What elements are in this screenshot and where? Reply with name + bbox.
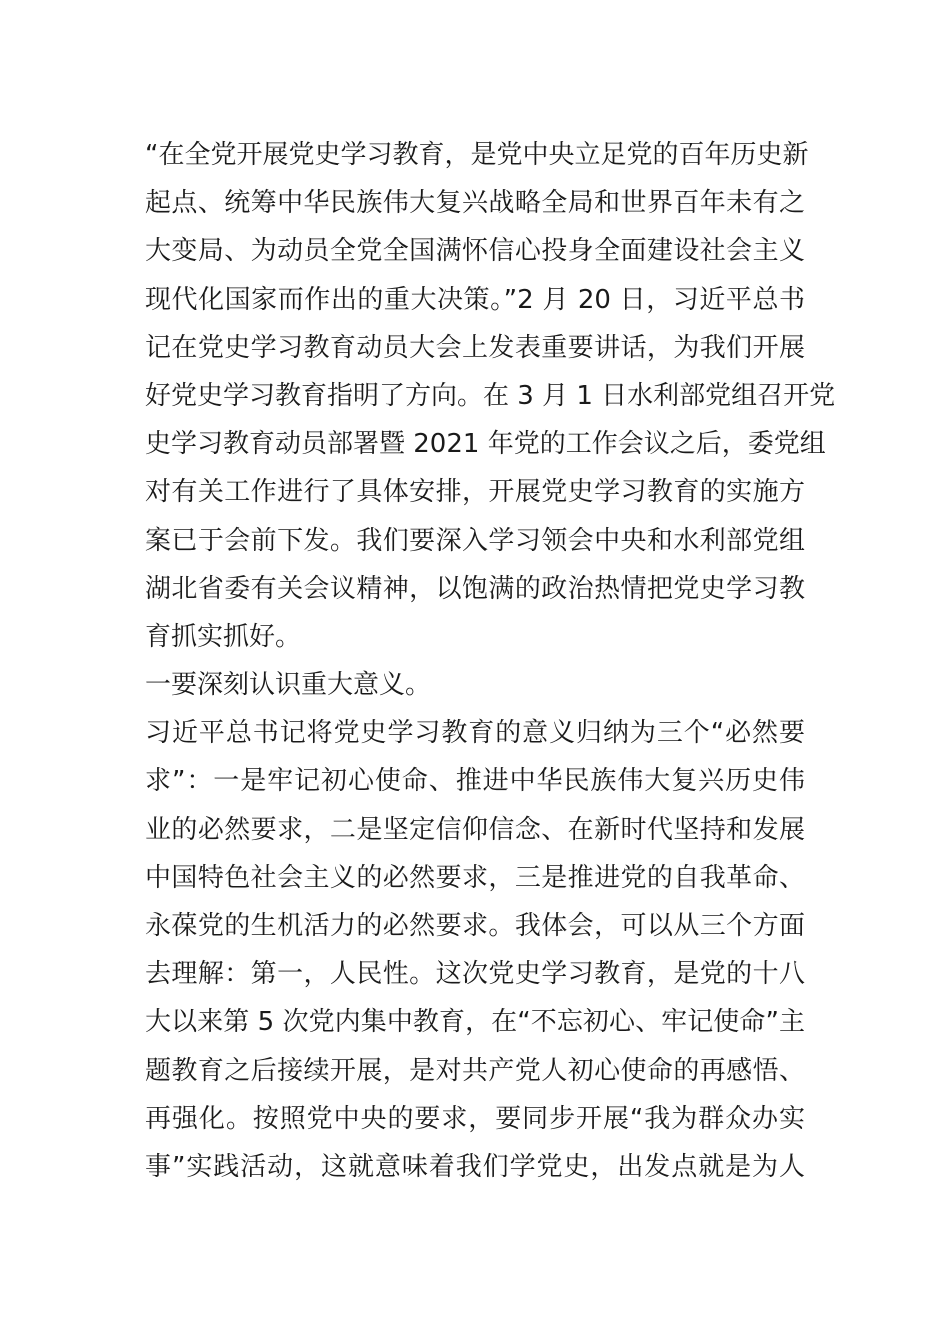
text-line: 湖北省委有关会议精神，以饱满的政治热情把党史学习教 [145, 573, 805, 604]
text-line: “在全党开展党史学习教育，是党中央立足党的百年历史新 [145, 140, 809, 170]
document-body [145, 131, 836, 1191]
text-line: 求”：一是牢记初心使命、推进中华民族伟大复兴历史伟 [145, 766, 805, 797]
text-line: 大变局、为动员全党全国满怀信心投身全面建设社会主义 [145, 236, 805, 267]
text-line: 好党史学习教育指明了方向。在 3 月 1 日水利部党组召开党 [145, 380, 836, 411]
text-line: 育抓实抓好。 [145, 621, 302, 652]
text-line: 永葆党的生机活力的必然要求。我体会，可以从三个方面 [145, 911, 805, 941]
text-line: 现代化国家而作出的重大决策。”2 月 20 日，习近平总书 [145, 284, 805, 315]
text-line: 中国特色社会主义的必然要求，三是推进党的自我革命、 [145, 862, 805, 893]
text-line: 题教育之后接续开展，是对共产党人初心使命的再感悟、 [145, 1055, 805, 1086]
text-line: 大以来第 5 次党内集中教育，在“不忘初心、牢记使命”主 [145, 1007, 805, 1038]
text-line: 案已于会前下发。我们要深入学习领会中央和水利部党组 [145, 525, 805, 556]
text-line: 习近平总书记将党史学习教育的意义归纳为三个“必然要 [145, 718, 805, 749]
text-line: 再强化。按照党中央的要求，要同步开展“我为群众办实 [145, 1103, 805, 1134]
text-line: 史学习教育动员部署暨 2021 年党的工作会议之后，委党组 [145, 429, 826, 460]
text-line: 对有关工作进行了具体安排，开展党史学习教育的实施方 [145, 477, 805, 508]
text-line: 业的必然要求，二是坚定信仰信念、在新时代坚持和发展 [145, 814, 805, 845]
text-line: 起点、统筹中华民族伟大复兴战略全局和世界百年未有之 [145, 188, 805, 219]
text-line: 记在党史学习教育动员大会上发表重要讲话，为我们开展 [145, 332, 805, 363]
text-line: 去理解：第一，人民性。这次党史学习教育，是党的十八 [145, 959, 805, 990]
section-heading: 一要深刻认识重大意义。 [145, 670, 432, 701]
text-line: 事”实践活动，这就意味着我们学党史，出发点就是为人 [145, 1151, 805, 1182]
